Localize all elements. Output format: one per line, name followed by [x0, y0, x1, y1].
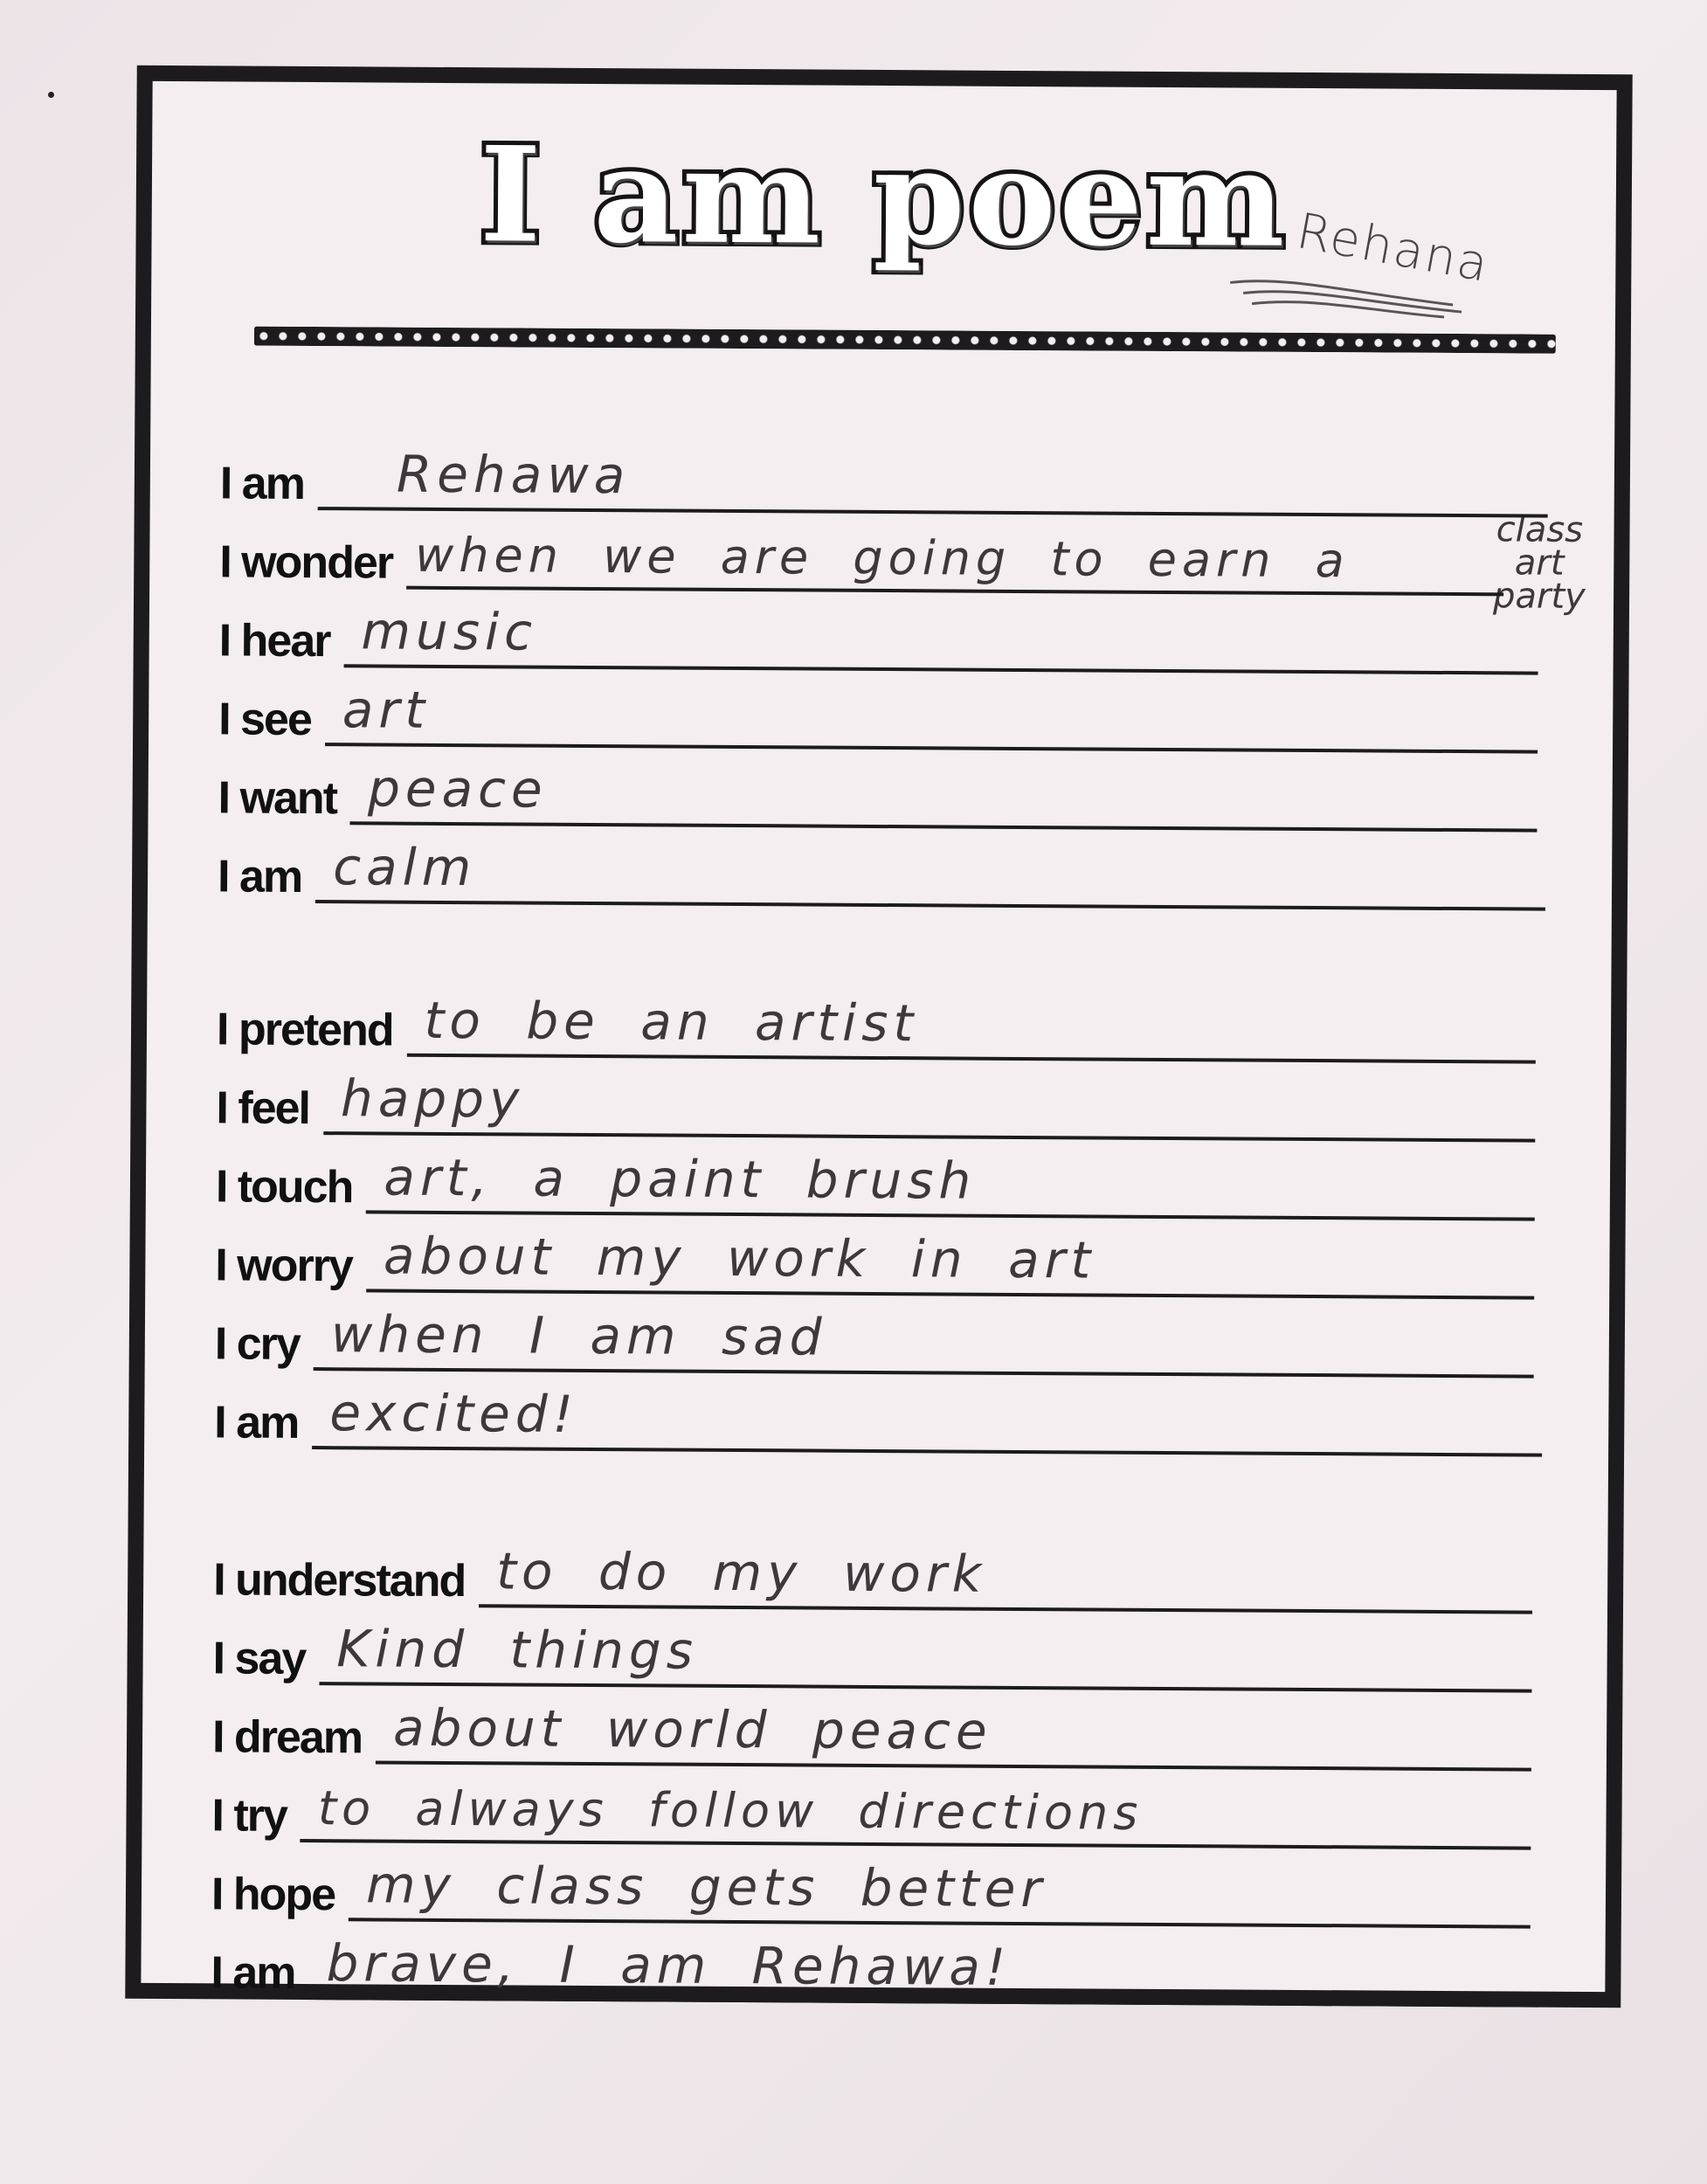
line-answer: to be an artist — [424, 990, 919, 1054]
poem-line — [218, 824, 1546, 910]
line-prompt: I am — [217, 851, 302, 902]
line-answer: Rehawa — [396, 444, 631, 506]
line-prompt: I worry — [215, 1240, 353, 1292]
answer-blank[interactable] — [376, 1699, 1531, 1771]
answer-blank[interactable] — [314, 1306, 1534, 1379]
overflow-note-line: party — [1492, 576, 1586, 617]
overflow-note-line: class — [1496, 509, 1584, 550]
line-answer: art — [342, 680, 431, 740]
answer-blank[interactable] — [366, 1149, 1535, 1220]
paper-speck — [48, 92, 54, 98]
line-answer: to always follow directions — [317, 1780, 1144, 1841]
line-prompt: I feel — [216, 1082, 310, 1135]
line-prompt: I pretend — [216, 1004, 393, 1056]
poem-line — [212, 1606, 1532, 1692]
line-prompt: I am — [211, 1947, 295, 1999]
line-prompt: I cry — [214, 1318, 300, 1370]
poem-line — [211, 1842, 1531, 1928]
answer-blank[interactable] — [315, 839, 1545, 911]
line-prompt: I say — [212, 1633, 306, 1685]
poem-line — [219, 588, 1539, 674]
worksheet-frame — [125, 66, 1632, 2008]
line-answer: to do my work — [496, 1541, 987, 1604]
line-prompt: I am — [219, 458, 305, 509]
line-answer: about world peace — [392, 1697, 992, 1761]
poem-line — [218, 667, 1538, 753]
answer-blank[interactable] — [479, 1543, 1532, 1614]
decorative-divider — [254, 327, 1556, 354]
line-answer: calm — [333, 837, 477, 898]
line-prompt: I hope — [211, 1869, 335, 1921]
answer-blank[interactable] — [312, 1385, 1542, 1457]
line-answer: peace — [367, 758, 548, 819]
poem-line — [215, 1291, 1535, 1378]
student-signature: Rehana — [1292, 203, 1495, 294]
line-answer: happy — [340, 1068, 525, 1130]
line-prompt: I try — [211, 1790, 287, 1842]
poem-line — [211, 1920, 1539, 2007]
answer-blank[interactable] — [406, 525, 1504, 597]
poem-line — [220, 431, 1549, 517]
answer-blank[interactable] — [319, 1621, 1532, 1692]
answer-blank[interactable] — [318, 446, 1548, 518]
answer-blank[interactable] — [301, 1778, 1531, 1850]
answer-blank[interactable] — [366, 1227, 1535, 1299]
poem-line — [213, 1527, 1533, 1614]
line-prompt: I touch — [215, 1161, 353, 1213]
worksheet-title: I am poem — [479, 118, 1289, 277]
line-answer: excited! — [329, 1383, 579, 1444]
line-answer: when we are going to earn a — [414, 527, 1350, 589]
answer-blank[interactable] — [349, 1856, 1531, 1928]
line-answer: about my work in art — [383, 1226, 1096, 1290]
line-prompt: I see — [218, 694, 312, 746]
answer-blank[interactable] — [350, 760, 1538, 832]
poem-line — [219, 509, 1504, 596]
signature-underline-scribble — [1226, 266, 1470, 321]
line-answer: music — [361, 601, 538, 662]
poem-line — [216, 1055, 1536, 1142]
answer-blank[interactable] — [406, 992, 1536, 1064]
line-answer: brave, I am Rehawa! — [326, 1933, 1012, 1997]
answer-blank[interactable] — [308, 1935, 1538, 2008]
answer-blank[interactable] — [325, 681, 1538, 753]
poem-line — [214, 1370, 1543, 1456]
poem-line — [212, 1684, 1532, 1771]
line-answer: my class gets better — [365, 1855, 1047, 1919]
poem-line — [217, 977, 1537, 1063]
line-answer: art, a paint brush — [384, 1147, 977, 1211]
line-prompt: I wonder — [219, 536, 393, 589]
overflow-note-line: art — [1514, 543, 1565, 584]
line-prompt: I hear — [218, 615, 330, 667]
answer-blank[interactable] — [323, 1070, 1536, 1142]
line-answer: when I am sad — [330, 1304, 827, 1367]
line-prompt: I understand — [213, 1554, 466, 1607]
line-prompt: I want — [218, 772, 337, 825]
poem-line — [216, 1134, 1536, 1220]
poem-line — [211, 1763, 1531, 1849]
line-prompt: I am — [214, 1397, 299, 1448]
line-answer: Kind things — [336, 1619, 699, 1681]
line-prompt: I dream — [211, 1711, 363, 1764]
answer-blank[interactable] — [343, 603, 1538, 674]
poem-line — [218, 745, 1538, 832]
poem-line — [215, 1213, 1535, 1299]
